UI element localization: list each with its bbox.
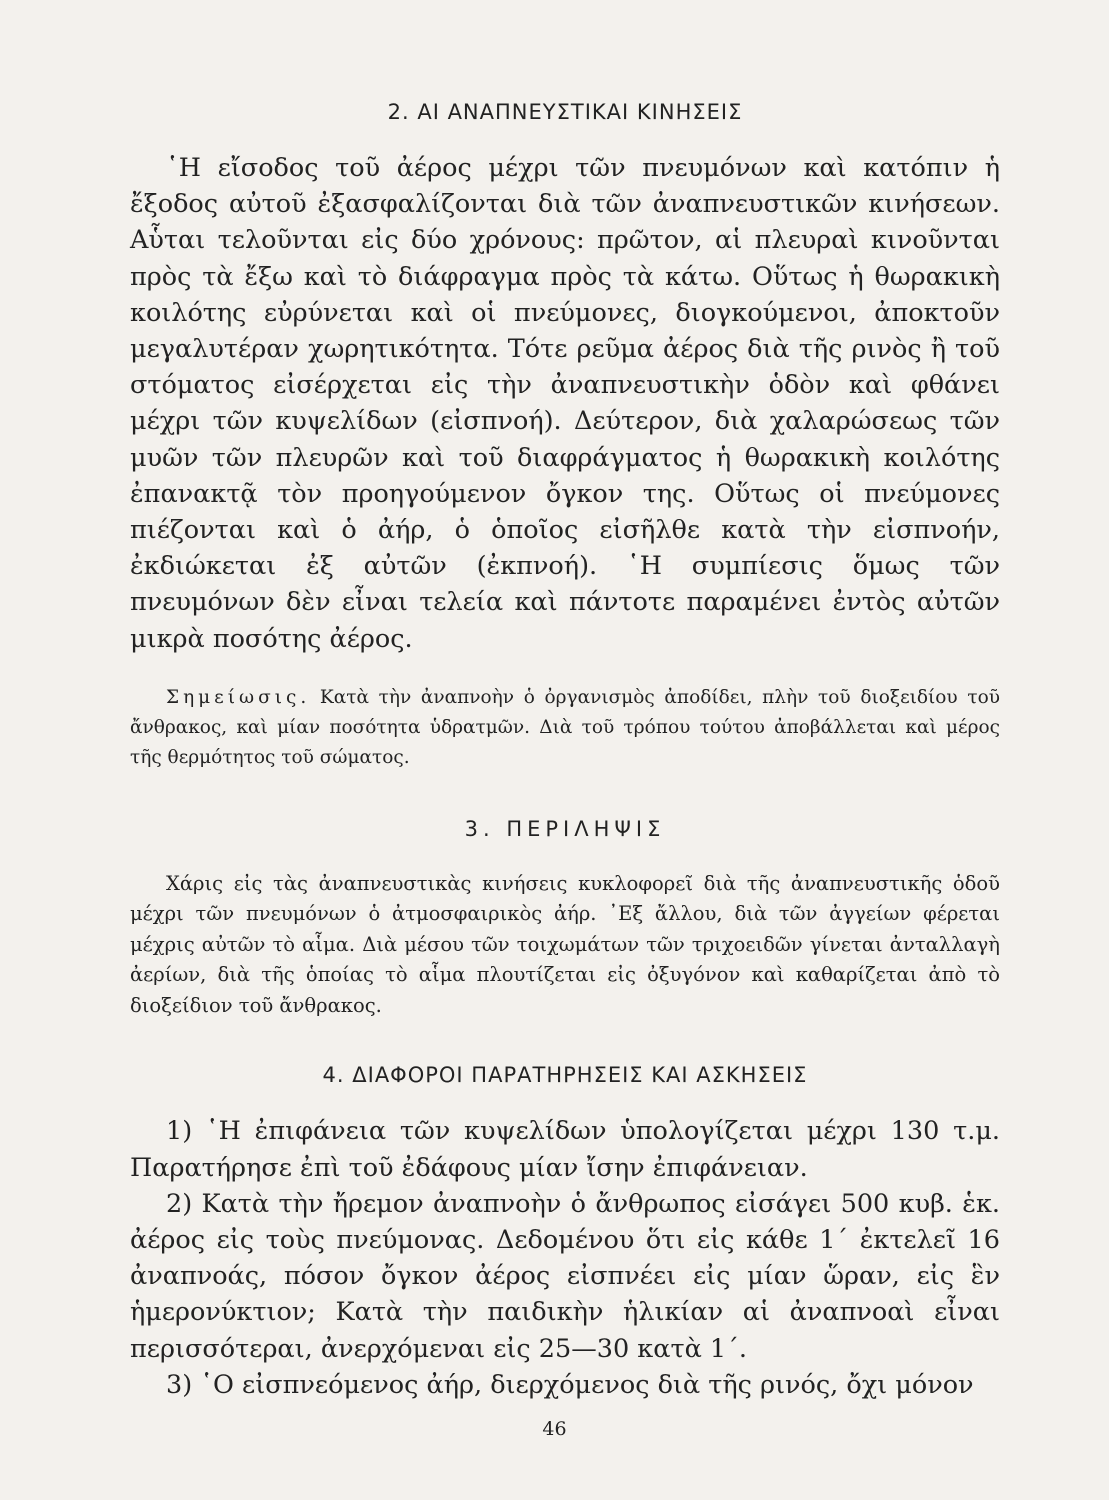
- note-label: Σημείωσις.: [166, 686, 311, 708]
- exercise-item: 3) ῾Ο εἰσπνεόμενος ἀήρ, διερχόμενος διὰ τῆς ρινός, ὄχι μόνον: [166, 1369, 974, 1400]
- exercise-item: 2) Κατὰ τὴν ἤρεμον ἀναπνοὴν ὁ ἄνθρωπος εἰσάγει 500 κυβ. ἑκ. ἀέρος εἰς τοὺς πνεύμονας. Δεδομένου ὅτι εἰς κάθε 1΄ ἐκτελεῖ 16 ἀναπνοάς, πόσον ὄγκον ἀέρος εἰσπνέει εἰς μίαν ὥραν, εἰς ἓν ἡμερονύκτιον; Κατὰ τὴν παιδικὴν ἡλικίαν αἱ ἀναπνοαὶ εἶναι περισσότεραι, ἀνερχόμεναι εἰς 25—30 κατὰ 1΄.: [130, 1188, 1000, 1364]
- section-2-body: [130, 150, 1000, 657]
- section-4-heading: 4. ΔΙΑΦΟΡΟΙ ΠΑΡΑΤΗΡΗΣΕΙΣ ΚΑΙ ΑΣΚΗΣΕΙΣ: [322, 1063, 808, 1088]
- text-column: [130, 100, 1000, 1403]
- note-text: Κατὰ τὴν ἀναπνοὴν ὁ ὀργανισμὸς ἀποδίδει, πλὴν τοῦ διοξειδίου τοῦ ἄνθρακος, καὶ μίαν ποσότητα ὑδρατμῶν. Διὰ τοῦ τρόπου τούτου ἀποβάλλεται καὶ μέρος τῆς θερμότητος τοῦ σώματος.: [130, 686, 1000, 768]
- page-number: 46: [542, 1418, 567, 1440]
- section-2-heading: 2. ΑΙ ΑΝΑΠΝΕΥΣΤΙΚΑΙ ΚΙΝΗΣΕΙΣ: [387, 100, 743, 124]
- exercise-item: 1) ῾Η ἐπιφάνεια τῶν κυψελίδων ὑπολογίζεται μέχρι 130 τ.μ. Παρατήρησε ἐπὶ τοῦ ἐδάφους μίαν ἴσην ἐπιφάνειαν.: [130, 1116, 1000, 1183]
- summary-paragraph: Χάρις εἰς τὰς ἀναπνευστικὰς κινήσεις κυκλοφορεῖ διὰ τῆς ἀναπνευστικῆς ὁδοῦ μέχρι τῶν πνευμόνων ὁ ἀτμοσφαιρικὸς ἀήρ. ᾿Εξ ἄλλου, διὰ τῶν ἀγγείων φέρεται μέχρις αὐτῶν τὸ αἷμα. Διὰ μέσου τῶν τοιχωμάτων τῶν τριχοειδῶν γίνεται ἀνταλλαγὴ ἀερίων, διὰ τῆς ὁποίας τὸ αἷμα πλουτίζεται εἰς ὀξυγόνον καὶ καθαρίζεται ἀπὸ τὸ διοξείδιον τοῦ ἄνθρακος.: [130, 871, 1000, 1017]
- section-3-heading: 3. ΠΕΡΙΛΗΨΙΣ: [464, 816, 666, 841]
- exercises-list: [130, 1113, 1000, 1403]
- note-block: [130, 683, 1000, 773]
- section-2-paragraph: ῾Η εἴσοδος τοῦ ἀέρος μέχρι τῶν πνευμόνων καὶ κατόπιν ἡ ἔξοδος αὐτοῦ ἐξασφαλίζονται διὰ τῶν ἀναπνευστικῶν κινήσεων. Αὗται τελοῦνται εἰς δύο χρόνους: πρῶτον, αἱ πλευραὶ κινοῦνται πρὸς τὰ ἔξω καὶ τὸ διάφραγμα πρὸς τὰ κάτω. Οὕτως ἡ θωρακικὴ κοιλότης εὐρύνεται καὶ οἱ πνεύμονες, διογκούμενοι, ἀποκτοῦν μεγαλυτέραν χωρητικότητα. Τότε ρεῦμα ἀέρος διὰ τῆς ρινὸς ἢ τοῦ στόματος εἰσέρχεται εἰς τὴν ἀναπνευστικὴν ὁδὸν καὶ φθάνει μέχρι τῶν κυψελίδων (εἰσπνοή). Δεύτερον, διὰ χαλαρώσεως τῶν μυῶν τῶν πλευρῶν καὶ τοῦ διαφράγματος ἡ θωρακικὴ κοιλότης ἐπανακτᾷ τὸν προηγούμενον ὄγκον της. Οὕτως οἱ πνεύμονες πιέζονται καὶ ὁ ἀήρ, ὁ ὁποῖος εἰσῆλθε κατὰ τὴν εἰσπνοήν, ἐκδιώκεται ἐξ αὐτῶν (ἐκπνοή). ῾Η συμπίεσις ὅμως τῶν πνευμόνων δὲν εἶναι τελεία καὶ πάντοτε παραμένει ἐντὸς αὐτῶν μικρὰ ποσότης ἀέρος.: [130, 153, 1000, 654]
